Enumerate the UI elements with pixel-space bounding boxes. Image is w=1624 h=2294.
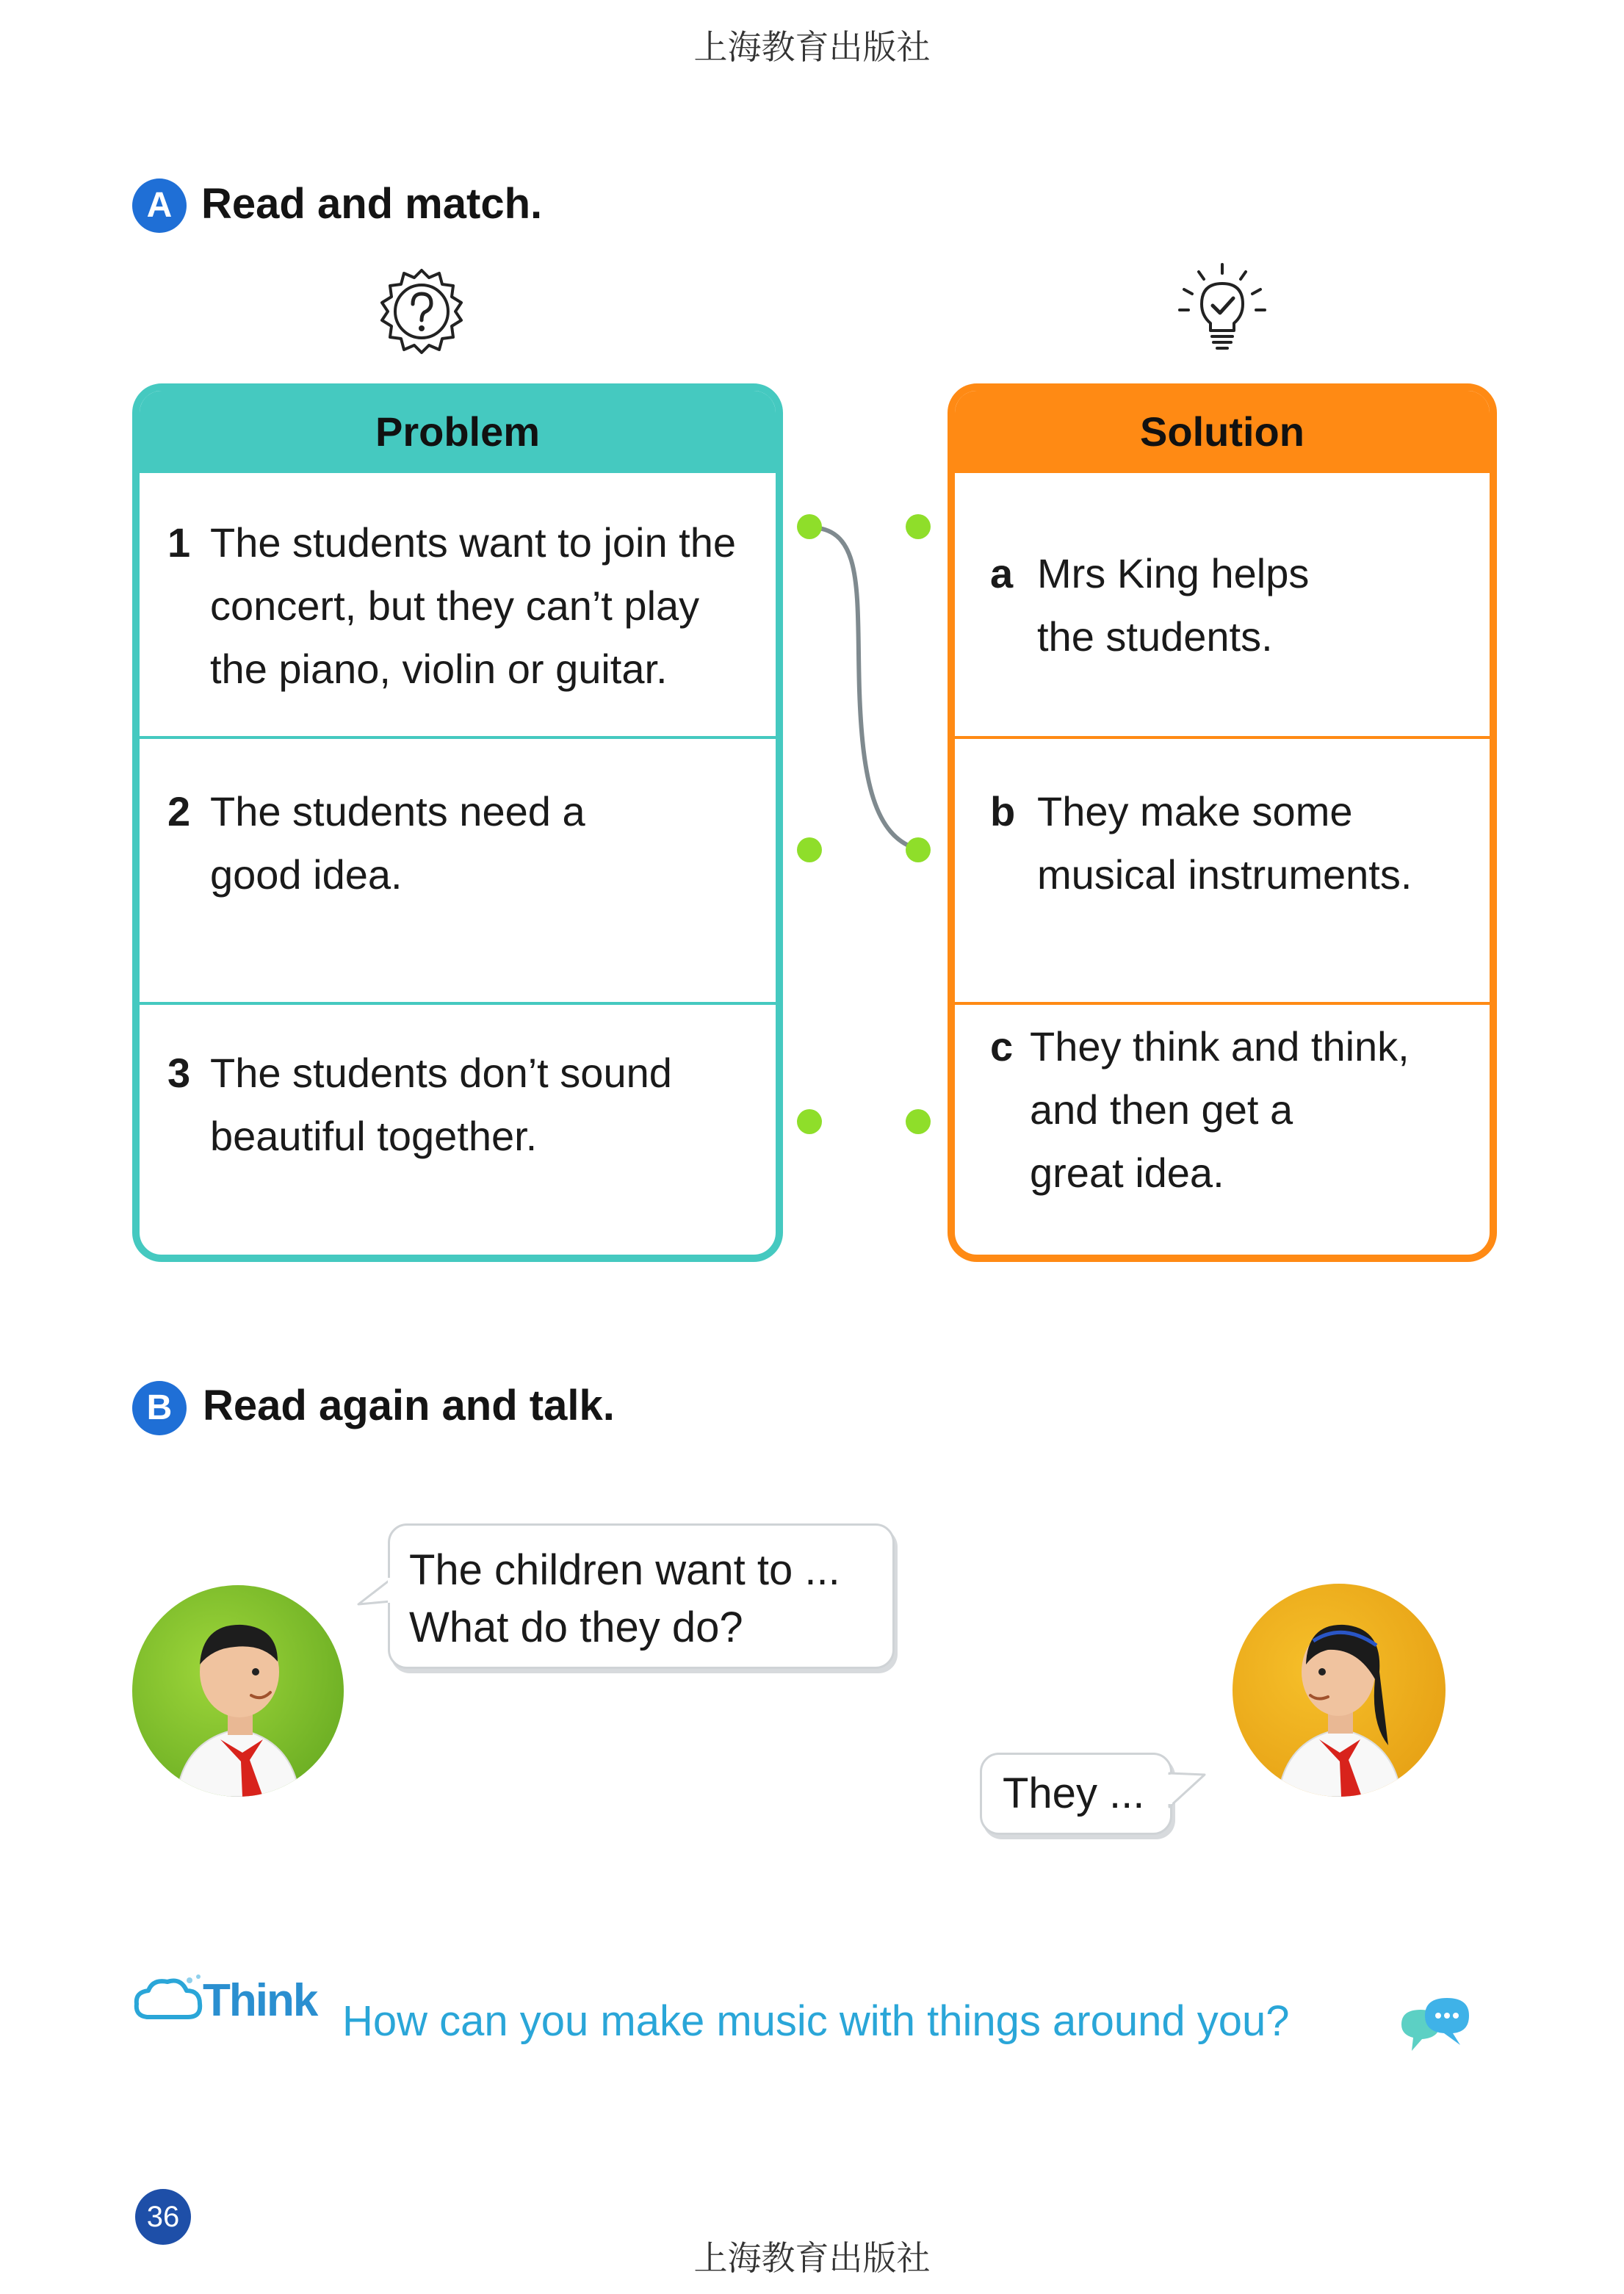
solution-text-line: great idea. [1030, 1150, 1224, 1196]
problem-text-line: The students don’t sound [210, 1050, 672, 1096]
girl-speech-bubble: They ... [980, 1753, 1172, 1835]
problem-number: 3 [167, 1050, 191, 1096]
match-dot-problem-2[interactable] [797, 837, 822, 862]
problem-text-line: beautiful together. [210, 1113, 538, 1159]
problem-number: 1 [167, 519, 191, 566]
girl-bubble-tail [1168, 1766, 1208, 1810]
solution-text-line: and then get a [1030, 1086, 1293, 1133]
solution-text-line: musical instruments. [1037, 851, 1412, 898]
problem-text-line: the piano, violin or guitar. [210, 646, 668, 692]
problem-card [132, 383, 783, 1262]
solution-item-a [955, 473, 1490, 736]
question-gear-icon [376, 266, 467, 357]
boy-avatar [132, 1585, 344, 1797]
boy-bubble-tail [356, 1575, 392, 1619]
lightbulb-check-icon [1177, 261, 1268, 353]
solution-letter: b [990, 788, 1016, 834]
solution-header: Solution [955, 391, 1490, 473]
match-dot-solution-b[interactable] [906, 837, 931, 862]
problem-item-3 [140, 1005, 776, 1255]
section-a-badge: A [132, 178, 187, 233]
think-question: How can you make music with things around you? [342, 1997, 1290, 2045]
problem-text-line: good idea. [210, 851, 403, 898]
boy-speech-bubble [388, 1523, 895, 1669]
section-b-title: Read again and talk. [203, 1382, 615, 1429]
problem-item-1 [140, 473, 776, 736]
think-label: Think [203, 1975, 317, 2026]
match-dot-solution-c[interactable] [906, 1109, 931, 1134]
solution-letter: a [990, 550, 1014, 596]
page-number: 36 [135, 2189, 191, 2245]
section-a-title: Read and match. [201, 180, 543, 228]
boy-bubble-line: The children want to ... [409, 1546, 840, 1594]
publisher-header: 上海教育出版社 [693, 27, 931, 67]
match-dot-problem-3[interactable] [797, 1109, 822, 1134]
problem-number: 2 [167, 788, 191, 834]
solution-item-b [955, 739, 1490, 1002]
think-cloud-icon [132, 1973, 209, 2021]
solution-letter: c [990, 1023, 1014, 1070]
problem-header: Problem [140, 391, 776, 473]
match-line-area [786, 507, 948, 1153]
solution-text-line: They think and think, [1030, 1023, 1410, 1070]
match-dot-solution-a[interactable] [906, 514, 931, 539]
problem-item-2 [140, 739, 776, 1002]
chat-bubbles-icon [1396, 1992, 1472, 2055]
match-dot-problem-1[interactable] [797, 514, 822, 539]
solution-item-c [955, 1005, 1490, 1255]
solution-text-line: They make some [1037, 788, 1353, 834]
problem-text-line: concert, but they can’t play [210, 582, 700, 629]
girl-avatar [1233, 1584, 1446, 1797]
boy-bubble-line: What do they do? [409, 1604, 743, 1651]
problem-text-line: The students want to join the [210, 519, 736, 566]
publisher-footer: 上海教育出版社 [693, 2238, 931, 2278]
example-match-line [809, 527, 918, 849]
solution-card [948, 383, 1497, 1262]
problem-text-line: The students need a [210, 788, 585, 834]
solution-text-line: Mrs King helps [1037, 550, 1310, 596]
section-b-badge: B [132, 1381, 187, 1435]
solution-text-line: the students. [1037, 613, 1273, 660]
